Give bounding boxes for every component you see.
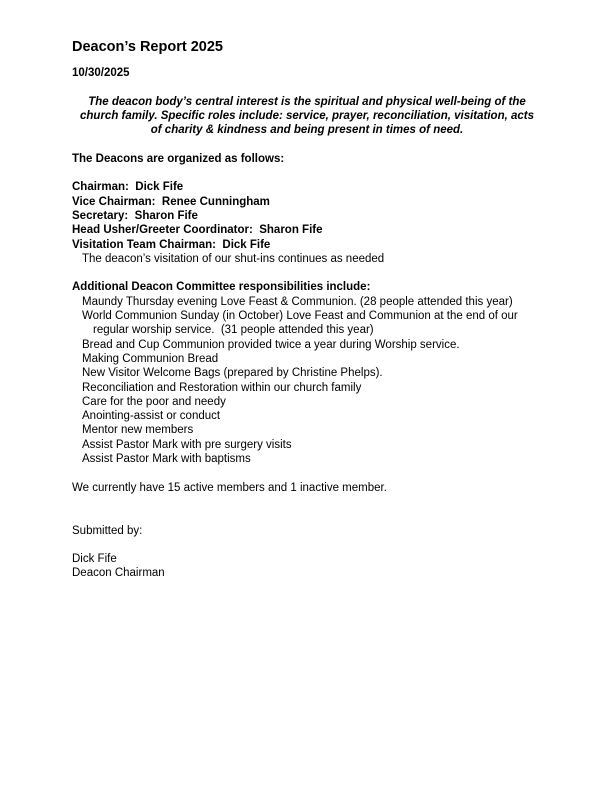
- responsibility-item: Assist Pastor Mark with pre surgery visits: [82, 438, 292, 451]
- responsibility-item: New Visitor Welcome Bags (prepared by Christine Phelps).: [82, 367, 383, 380]
- submitted-by-label: Submitted by:: [72, 524, 143, 537]
- document-date: 10/30/2025: [72, 67, 130, 79]
- spacer: [72, 137, 542, 151]
- mission-line: church family. Specific roles include: service, prayer, reconciliation, visitation, acts: [80, 109, 534, 122]
- spacer: [72, 538, 542, 552]
- mission-line: of charity & kindness and being present in times of need.: [150, 124, 464, 137]
- spacer: [72, 166, 542, 180]
- organization-heading: The Deacons are organized as follows:: [72, 152, 285, 165]
- spacer: [72, 80, 542, 94]
- responsibility-item: Anointing-assist or conduct: [82, 410, 221, 423]
- document-title: Deacon’s Report 2025: [72, 39, 223, 55]
- responsibility-item: Making Communion Bread: [82, 352, 219, 365]
- responsibility-item: Mentor new members: [82, 424, 194, 437]
- officer-role: Head Usher/Greeter Coordinator: Sharon Fife: [72, 224, 323, 237]
- officer-role: Secretary: Sharon Fife: [72, 209, 198, 222]
- responsibilities-heading: Additional Deacon Committee responsibilities include:: [72, 281, 371, 294]
- responsibility-item: Maundy Thursday evening Love Feast & Communion. (28 people attended this year): [82, 295, 513, 308]
- signature-name: Dick Fife: [72, 553, 117, 566]
- responsibility-item: Assist Pastor Mark with baptisms: [82, 453, 251, 466]
- mission-line: The deacon body’s central interest is the spiritual and physical well-being of the: [88, 95, 526, 108]
- responsibilities-list: [72, 295, 542, 467]
- mission-statement: [72, 95, 542, 138]
- responsibility-item: regular worship service. (31 people attended this year): [93, 324, 374, 337]
- responsibility-item: Care for the poor and needy: [82, 395, 226, 408]
- spacer: [72, 266, 542, 280]
- spacer: [72, 466, 542, 480]
- responsibility-item: World Communion Sunday (in October) Love Feast and Communion at the end of our: [82, 310, 518, 323]
- signature-role: Deacon Chairman: [72, 567, 165, 580]
- officer-list: [72, 180, 542, 251]
- responsibility-item: Bread and Cup Communion provided twice a year during Worship service.: [82, 338, 460, 351]
- membership-note: We currently have 15 active members and 1 inactive member.: [72, 481, 387, 494]
- spacer: [72, 495, 542, 509]
- spacer: [72, 509, 542, 523]
- responsibility-item: Reconciliation and Restoration within our church family: [82, 381, 362, 394]
- visitation-note: The deacon’s visitation of our shut-ins continues as needed: [82, 252, 385, 265]
- officer-role: Vice Chairman: Renee Cunningham: [72, 195, 270, 208]
- officer-role: Visitation Team Chairman: Dick Fife: [72, 238, 271, 251]
- officer-role: Chairman: Dick Fife: [72, 181, 184, 194]
